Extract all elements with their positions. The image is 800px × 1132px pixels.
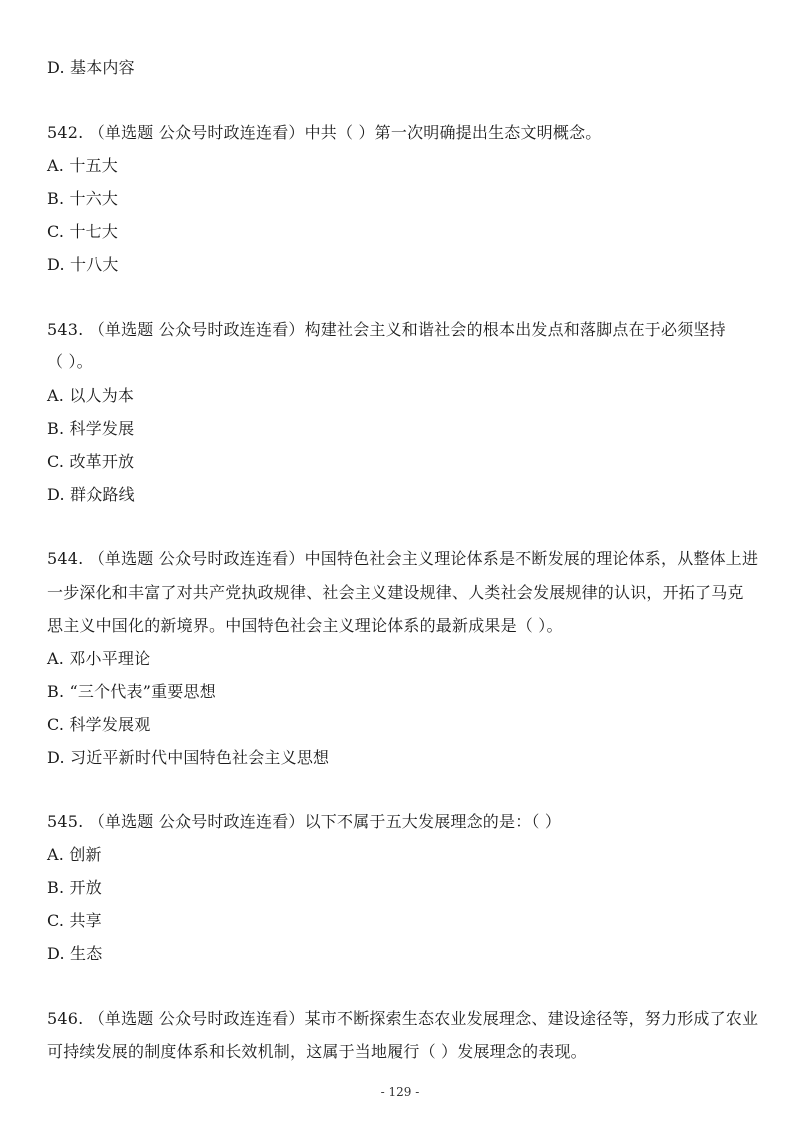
question-544-option-d: D. 习近平新时代中国特色社会主义思想 [47,748,330,767]
question-543-option-d: D. 群众路线 [47,485,135,504]
question-543-option-b: B. 科学发展 [47,419,135,438]
question-544-text-line-2: 一步深化和丰富了对共产党执政规律、社会主义建设规律、人类社会发展规律的认识，开拓了马克 [47,583,744,602]
question-544-text-line-1: 544. （单选题 公众号时政连连看）中国特色社会主义理论体系是不断发展的理论体系，从整体上进 [47,549,759,568]
question-544-option-b: B. “三个代表”重要思想 [47,682,216,701]
question-546-text-line-2: 可持续发展的制度体系和长效机制，这属于当地履行（ ）发展理念的表现。 [47,1042,587,1061]
question-543-text-line-2: （ ）。 [47,352,93,371]
question-545-option-c: C. 共享 [47,911,102,930]
question-542-option-b: B. 十六大 [47,189,119,208]
question-543-option-c: C. 改革开放 [47,452,135,471]
question-545-option-b: B. 开放 [47,878,102,897]
question-546-text-line-1: 546. （单选题 公众号时政连连看）某市不断探索生态农业发展理念、建设途径等，努力形成了农业 [47,1009,759,1028]
question-542-option-c: C. 十七大 [47,222,119,241]
question-542-text: 542. （单选题 公众号时政连连看）中共（ ）第一次明确提出生态文明概念。 [47,123,602,142]
question-544-option-a: A. 邓小平理论 [47,649,151,668]
question-542-option-a: A. 十五大 [47,156,118,175]
question-542-option-d: D. 十八大 [47,255,119,274]
page-number: - 129 - [380,1085,420,1099]
question-543-text-line-1: 543. （单选题 公众号时政连连看）构建社会主义和谐社会的根本出发点和落脚点在于必须坚持 [47,320,726,339]
question-543-option-a: A. 以人为本 [47,386,135,405]
option-d-previous: D. 基本内容 [47,58,135,77]
question-544-option-c: C. 科学发展观 [47,715,151,734]
question-545-option-d: D. 生态 [47,944,103,963]
question-545-option-a: A. 创新 [47,845,102,864]
question-544-text-line-3: 思主义中国化的新境界。中国特色社会主义理论体系的最新成果是（ ）。 [47,616,563,635]
question-545-text: 545. （单选题 公众号时政连连看）以下不属于五大发展理念的是：（ ） [47,812,562,831]
